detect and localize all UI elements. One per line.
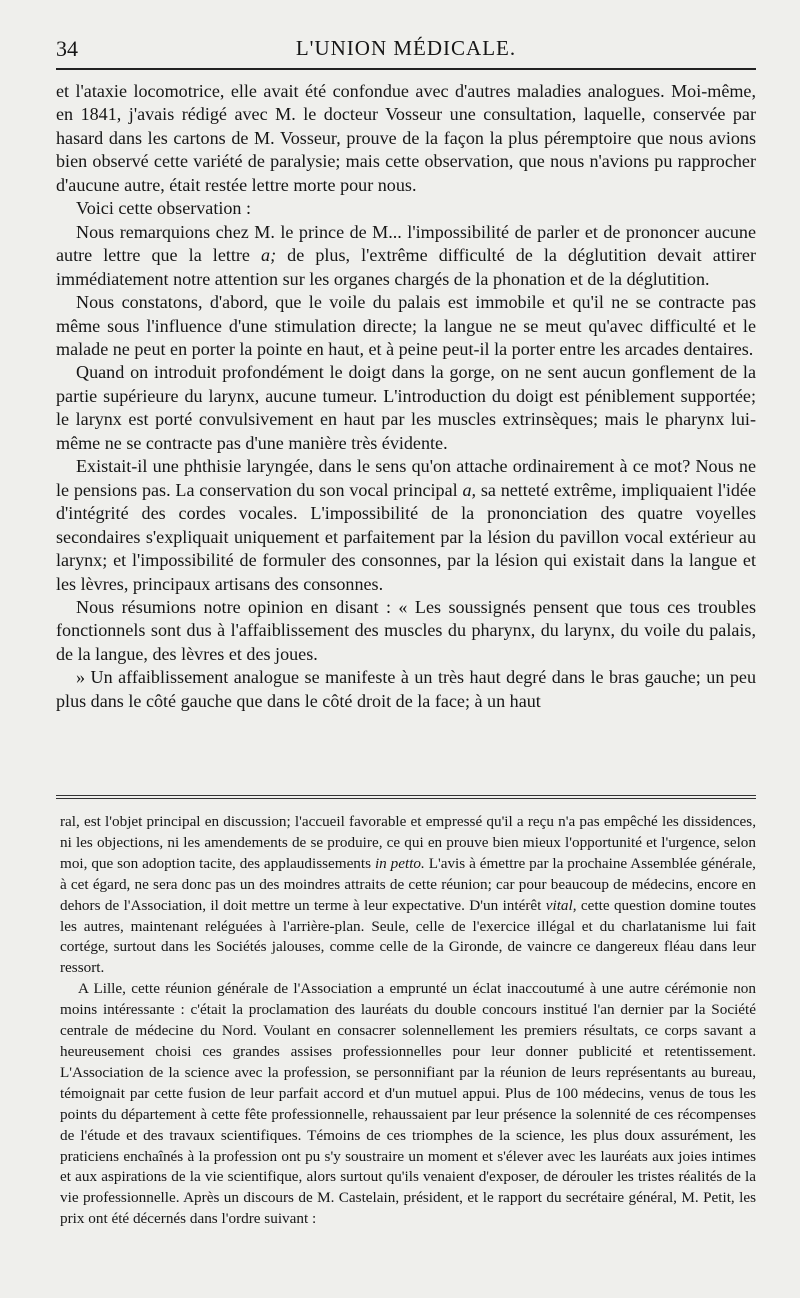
page-number: 34 <box>56 36 78 61</box>
header-rule <box>56 68 756 70</box>
feuilleton-text-a: ral, est l'objet principal en discussion; l'accueil favorable et empressé qu'il a reçu n'a pas empêché les dissidences, ni les objections, ni les amendements de se produire, ce qui en prouve bien mieux l'opportunité et l'urgence, selon moi, que son adoption tacite, des applaudissements <box>60 813 756 872</box>
paragraph-3 <box>56 221 756 291</box>
feuilleton-paragraph-2: A Lille, cette réunion générale de l'Association a emprunté un éclat inaccoutumé à une autre cérémonie non moins intéressante : c'était la proclamation des lauréats du double concours institué l'an dernier par la Société centrale de médecine du Nord. Voulant en consacrer solennellement les premiers résultats, ce corps savant a heureusement choisi ces grandes assises professionnelles pour leur donner publicité et retentissement. L'Association de la science avec la profession, se personnifiant par la réunion de leurs représentants au bureau, témoignait par cette fusion de leur parfait accord et d'un mutuel appui. Plus de 100 médecins, venus de tous les points du département à cette fête professionnelle, rehaussaient par leur présence la solennité de ces récompenses de l'étude et des travaux scientifiques. Témoins de ces triomphes de la science, les plus doux assurément, les praticiens enchaînés à la profession ont pu s'y soustraire un moment et s'élever avec les lauréats aux joies intimes et aux aspirations de la vie scientifique, alors surtout qu'ils venaient d'exposer, de dérouler les tristes réalités de la vie professionnelle. Après un discours de M. Castelain, président, et le rapport du secrétaire général, M. Petit, les prix ont été décernés dans l'ordre suivant : <box>60 980 756 1228</box>
paragraph-6-text-a: Existait-il une phthisie laryngée, dans le sens qu'on attache ordinairement à ce mot? Nous ne le pensions pas. La conservation du son vocal principal <box>56 456 756 500</box>
main-column <box>56 80 756 713</box>
paragraph-3-text-a: Nous remarquions chez M. le prince de M... l'impossibilité de parler et de prononcer aucune autre lettre que la lettre <box>56 221 756 266</box>
paragraph-2: Voici cette observation : <box>76 198 252 219</box>
feuilleton-paragraph-1 <box>60 812 756 979</box>
feuilleton-separator-rule <box>56 795 756 799</box>
italic-letter-a-2: a, <box>462 479 477 500</box>
page-header <box>56 36 756 66</box>
paragraph-8: » Un affaiblissement analogue se manifeste à un très haut degré dans le bras gauche; un peu plus dans le côté gauche que dans le côté droit de la face; à un haut <box>56 667 756 711</box>
paragraph-5: Quand on introduit profondément le doigt dans la gorge, on ne sent aucun gonflement de la partie supérieure du larynx, aucune tumeur. L'introduction du doigt est péniblement supportée; le larynx est porté convulsivement en haut par les muscles extrinsèques; mais le pharynx lui-même ne se contracte pas d'une manière très évidente. <box>56 362 756 453</box>
paragraph-6-text-b: sa netteté extrême, impliquaient l'idée d'intégrité des cordes vocales. L'impossibilité de la prononciation des quatre voyelles secondaires s'expliquait uniquement et parfaitement par la lésion du pavillon vocal extérieur au larynx; et l'impossibilité de formuler des consonnes, par la lésion qui existait dans la langue et les lèvres, principaux artisans des consonnes. <box>56 479 756 594</box>
feuilleton-text-b: L'avis à émettre par la prochaine Assemblée générale, à cet égard, ne sera donc pas un des moindres attraits de cette réunion; car pour beaucoup de médecins, encore en dehors de l'Association, il doit mettre un terme à leur expectative. D'un intérêt <box>60 854 756 914</box>
paragraph-1: et l'ataxie locomotrice, elle avait été confondue avec d'autres maladies analogues. Moi-même, en 1841, j'avais rédigé avec M. le docteur Vosseur une consultation, laquelle, conservée par hasard dans les cartons de M. Vosseur, prouve de la façon la plus péremptoire que nous avions bien observé cette variété de paralysie; mais cette observation, que nous n'avions pu rapprocher d'aucune autre, était restée lettre morte pour nous. <box>56 81 756 195</box>
running-title: L'UNION MÉDICALE. <box>295 36 517 60</box>
paragraph-7: Nous résumions notre opinion en disant : « Les soussignés pensent que tous ces troubles fonctionnels sont dus à l'affaiblissement des muscles du pharynx, du larynx, du voile du palais, de la langue, des lèvres et des joues. <box>56 596 756 664</box>
italic-letter-a: a; <box>261 245 277 266</box>
paragraph-4: Nous constatons, d'abord, que le voile du palais est immobile et qu'il ne se contracte pas même sous l'influence d'une stimulation directe; la langue ne se meut qu'avec difficulté et le malade ne peut en porter la pointe en haut, et à peine peut-il la porter entre les arcades dentaires. <box>56 292 756 359</box>
feuilleton-column <box>60 812 756 1230</box>
feuilleton-text-c: cette question domine toutes les autres, maintenant reléguées à l'arrière-plan. Seule, celle de l'exercice illégal et du charlatanisme lui fait cortége, surtout dans les Sociétés jalouses, comme celle de la Gironde, de vaincre ce dangereux fléau dans leur ressort. <box>60 896 757 977</box>
paragraph-3-text-b: de plus, l'extrême difficulté de la déglutition devait attirer immédiatement notre attention sur les organes chargés de la phonation et de la déglutition. <box>56 245 756 289</box>
italic-in-petto: in petto. <box>374 854 425 872</box>
italic-vital: vital, <box>545 896 577 914</box>
paragraph-6 <box>56 455 756 596</box>
